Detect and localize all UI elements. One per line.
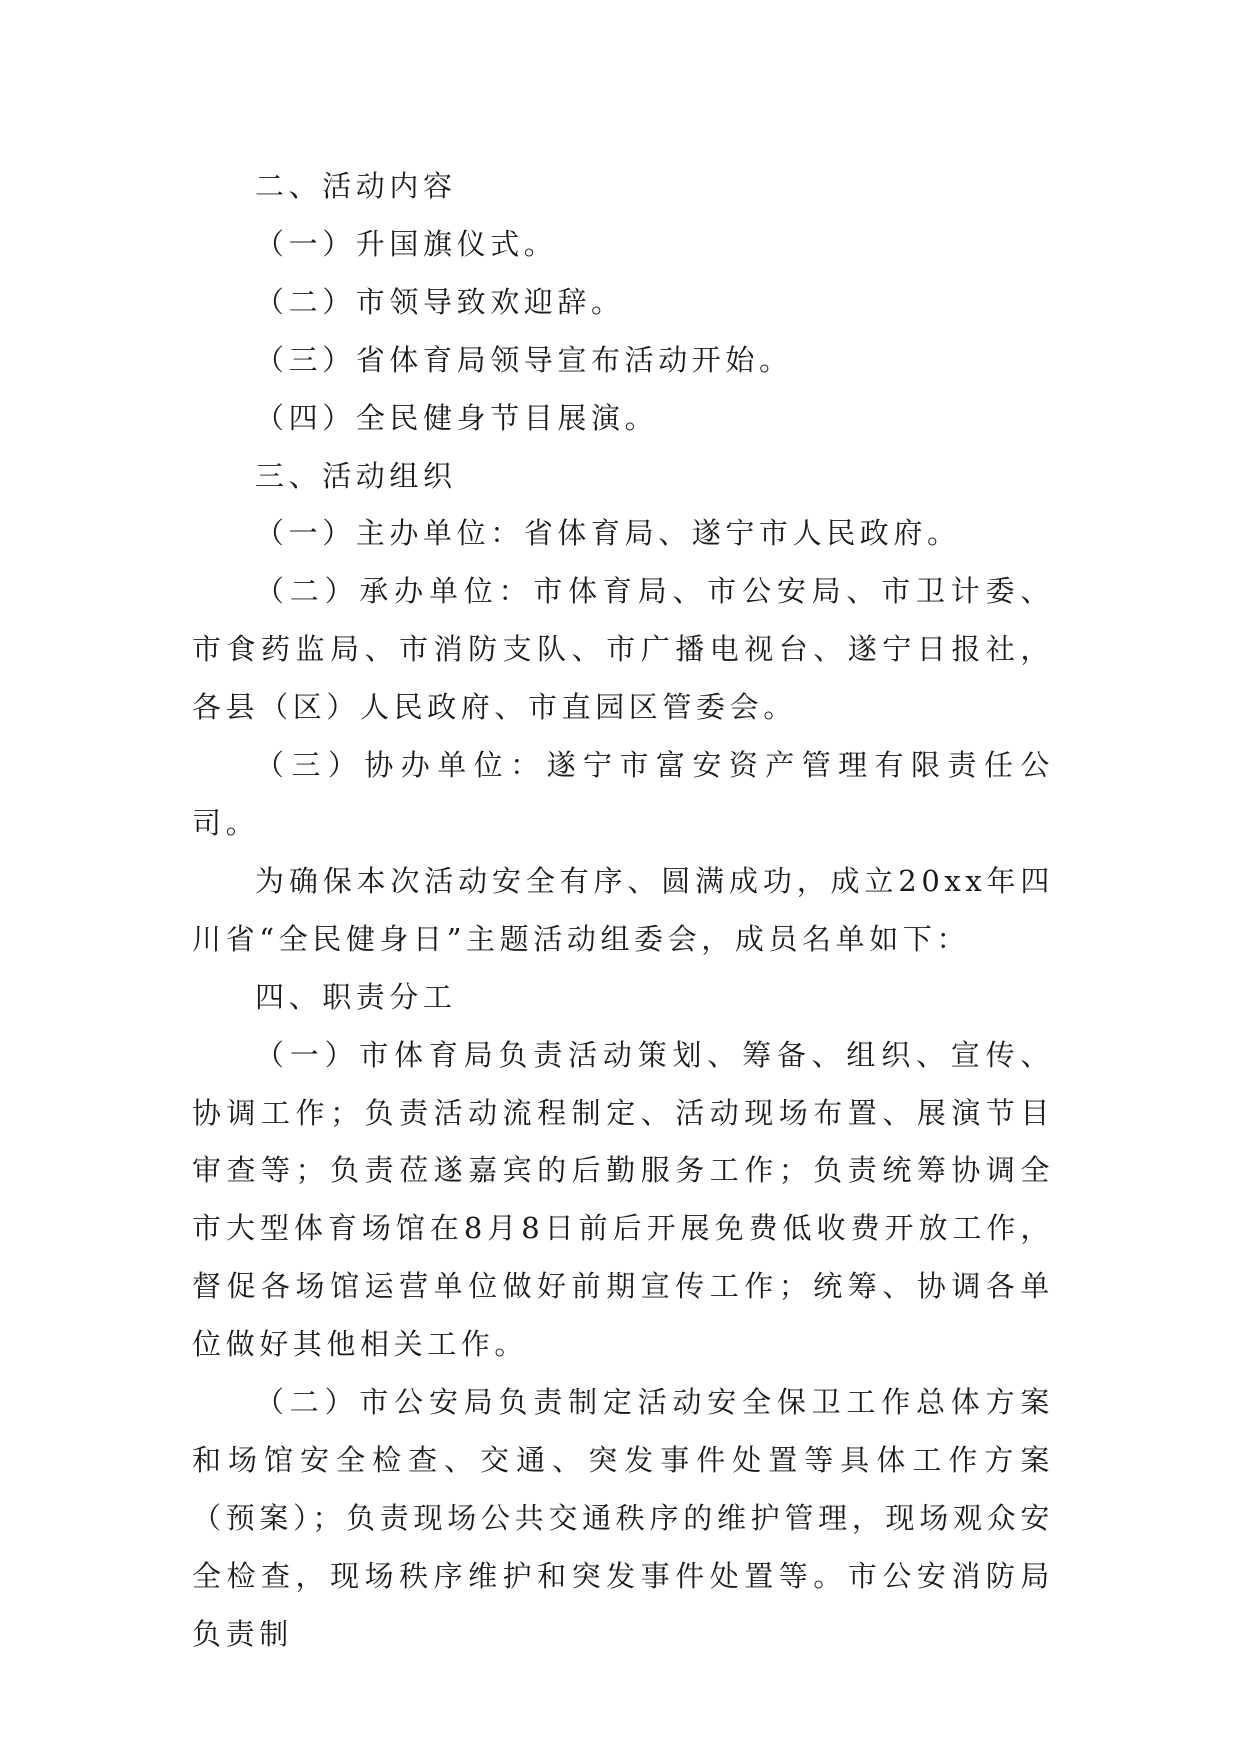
list-item-performance: （四）全民健身节目展演。 <box>255 400 659 435</box>
section-heading-organization: 三、活动组织 <box>255 458 457 493</box>
list-item-welcome-speech: （二）市领导致欢迎辞。 <box>255 284 625 319</box>
paragraph-committee: 为确保本次活动安全有序、圆满成功，成立20xx年四川省“全民健身日”主题活动组委会，成员名单如下： <box>192 863 1054 956</box>
document-body <box>192 158 1054 1664</box>
list-item-organizer-units: （二）承办单位：市体育局、市公安局、市卫计委、市食药监局、市消防支队、市广播电视台、遂宁日报社，各县（区）人民政府、市直园区管委会。 <box>192 574 1054 725</box>
paragraph-sports-bureau-duties: （一）市体育局负责活动策划、筹备、组织、宣传、协调工作；负责活动流程制定、活动现场布置、展演节目审查等；负责莅遂嘉宾的后勤服务工作；负责统筹协调全市大型体育场馆在8月8日前后开展免费低收费开放工作，督促各场馆运营单位做好前期宣传工作；统筹、协调各单位做好其他相关工作。 <box>192 1037 1054 1362</box>
list-item-co-organizer: （三）协办单位：遂宁市富安资产管理有限责任公司。 <box>192 748 1054 840</box>
list-item-flag-raising: （一）升国旗仪式。 <box>255 226 558 261</box>
list-item-opening-announcement: （三）省体育局领导宣布活动开始。 <box>255 342 793 377</box>
section-heading-responsibilities: 四、职责分工 <box>255 979 457 1014</box>
list-item-host-units: （一）主办单位：省体育局、遂宁市人民政府。 <box>255 516 961 551</box>
paragraph-public-security-duties: （二）市公安局负责制定活动安全保卫工作总体方案和场馆安全检查、交通、突发事件处置等具体工作方案（预案）；负责现场公共交通秩序的维护管理，现场观众安全检查，现场秩序维护和突发事件处置等。市公安消防局负责制 <box>192 1385 1054 1651</box>
section-heading-activity-content: 二、活动内容 <box>255 169 457 203</box>
